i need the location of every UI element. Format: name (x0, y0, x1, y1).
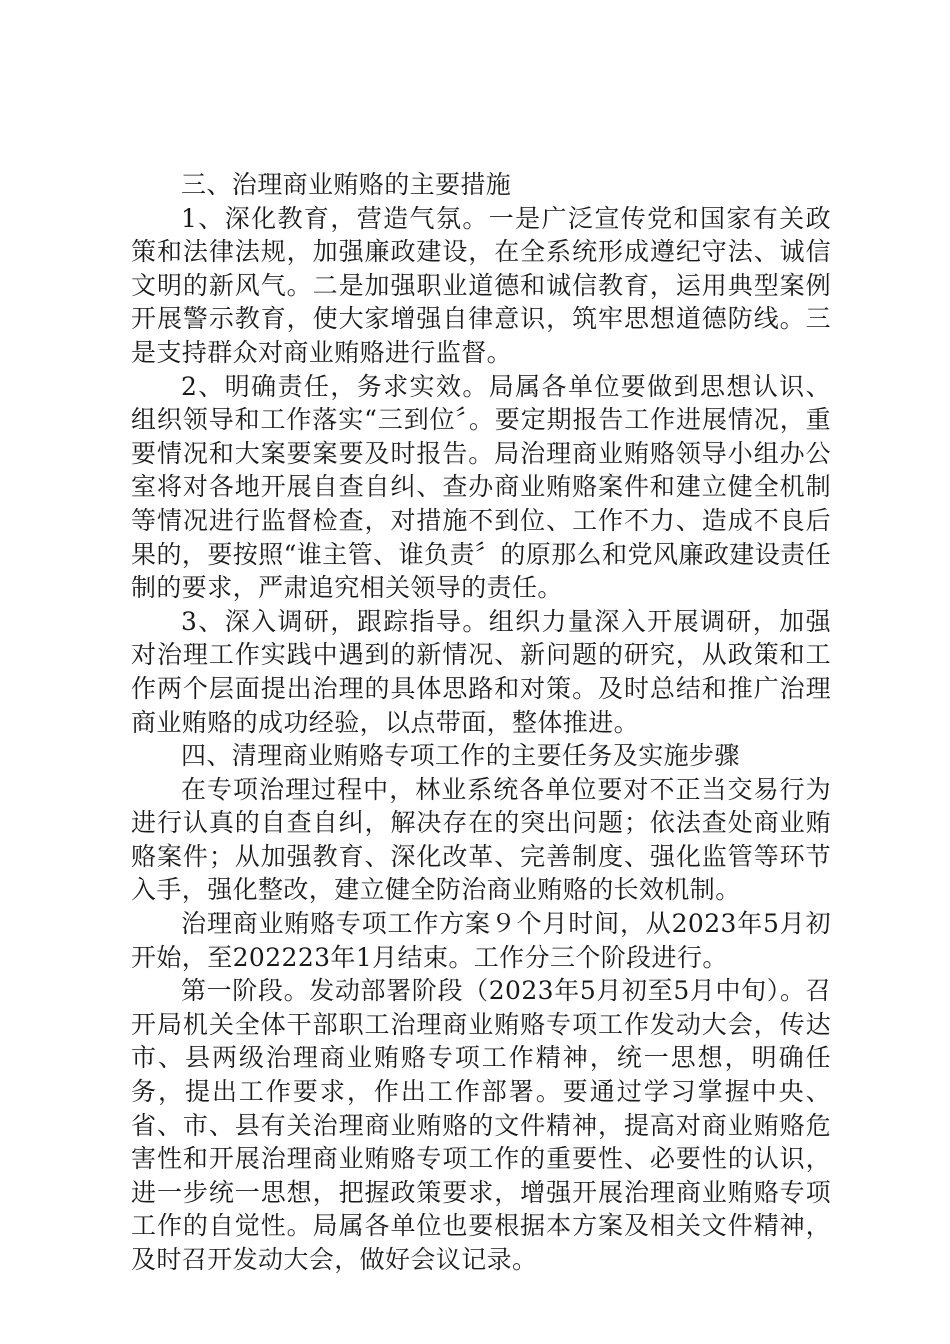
paragraph-schedule: 治理商业贿赂专项工作方案９个月时间，从2023年5月初开始，至202223年1月结束。工作分三个阶段进行。 (131, 909, 831, 972)
paragraph-education: 1、深化教育，营造气氛。一是广泛宣传党和国家有关政策和法律法规，加强廉政建设，在全系统形成遵纪守法、诚信文明的新风气。二是加强职业道德和诚信教育，运用典型案例开展警示教育，使大家增强自律意识，筑牢思想道德防线。三是支持群众对商业贿赂进行监督。 (131, 203, 831, 367)
paragraph-research: 3、深入调研，跟踪指导。组织力量深入开展调研，加强对治理工作实践中遇到的新情况、新问题的研究，从政策和工作两个层面提出治理的具体思路和对策。及时总结和推广治理商业贿赂的成功经验，以点带面，整体推进。 (131, 606, 831, 737)
paragraph-special-governance: 在专项治理过程中，林业系统各单位要对不正当交易行为进行认真的自查自纠，解决存在的突出问题；依法查处商业贿赂案件；从加强教育、深化改革、完善制度、强化监管等环节入手，强化整改，建立健全防治商业贿赂的长效机制。 (131, 774, 831, 905)
paragraph-phase-one: 第一阶段。发动部署阶段（2023年5月初至5月中旬）。召开局机关全体干部职工治理商业贿赂专项工作发动大会，传达市、县两级治理商业贿赂专项工作精神，统一思想，明确任务，提出工作要求，作出工作部署。要通过学习掌握中央、省、市、县有关治理商业贿赂的文件精神，提高对商业贿赂危害性和开展治理商业贿赂专项工作的重要性、必要性的认识，进一步统一思想，把握政策要求，增强开展治理商业贿赂专项工作的自觉性。局属各单位也要根据本方案及相关文件精神，及时召开发动大会，做好会议记录。 (131, 976, 831, 1274)
section-heading-tasks: 四、清理商业贿赂专项工作的主要任务及实施步骤 (181, 741, 740, 771)
section-heading-measures: 三、治理商业贿赂的主要措施 (181, 170, 512, 199)
paragraph-responsibility: 2、明确责任，务求实效。局属各单位要做到思想认识、组织领导和工作落实“三到位〞。要定期报告工作进展情况，重要情况和大案要案要及时报告。局治理商业贿赂领导小组办公室将对各地开展自查自纠、查办商业贿赂案件和建立健全机制等情况进行监督检查，对措施不到位、工作不力、造成不良后果的，要按照“谁主管、谁负责〞的原那么和党风廉政建设责任制的要求，严肃追究相关领导的责任。 (131, 371, 831, 603)
document-body (131, 168, 831, 1277)
